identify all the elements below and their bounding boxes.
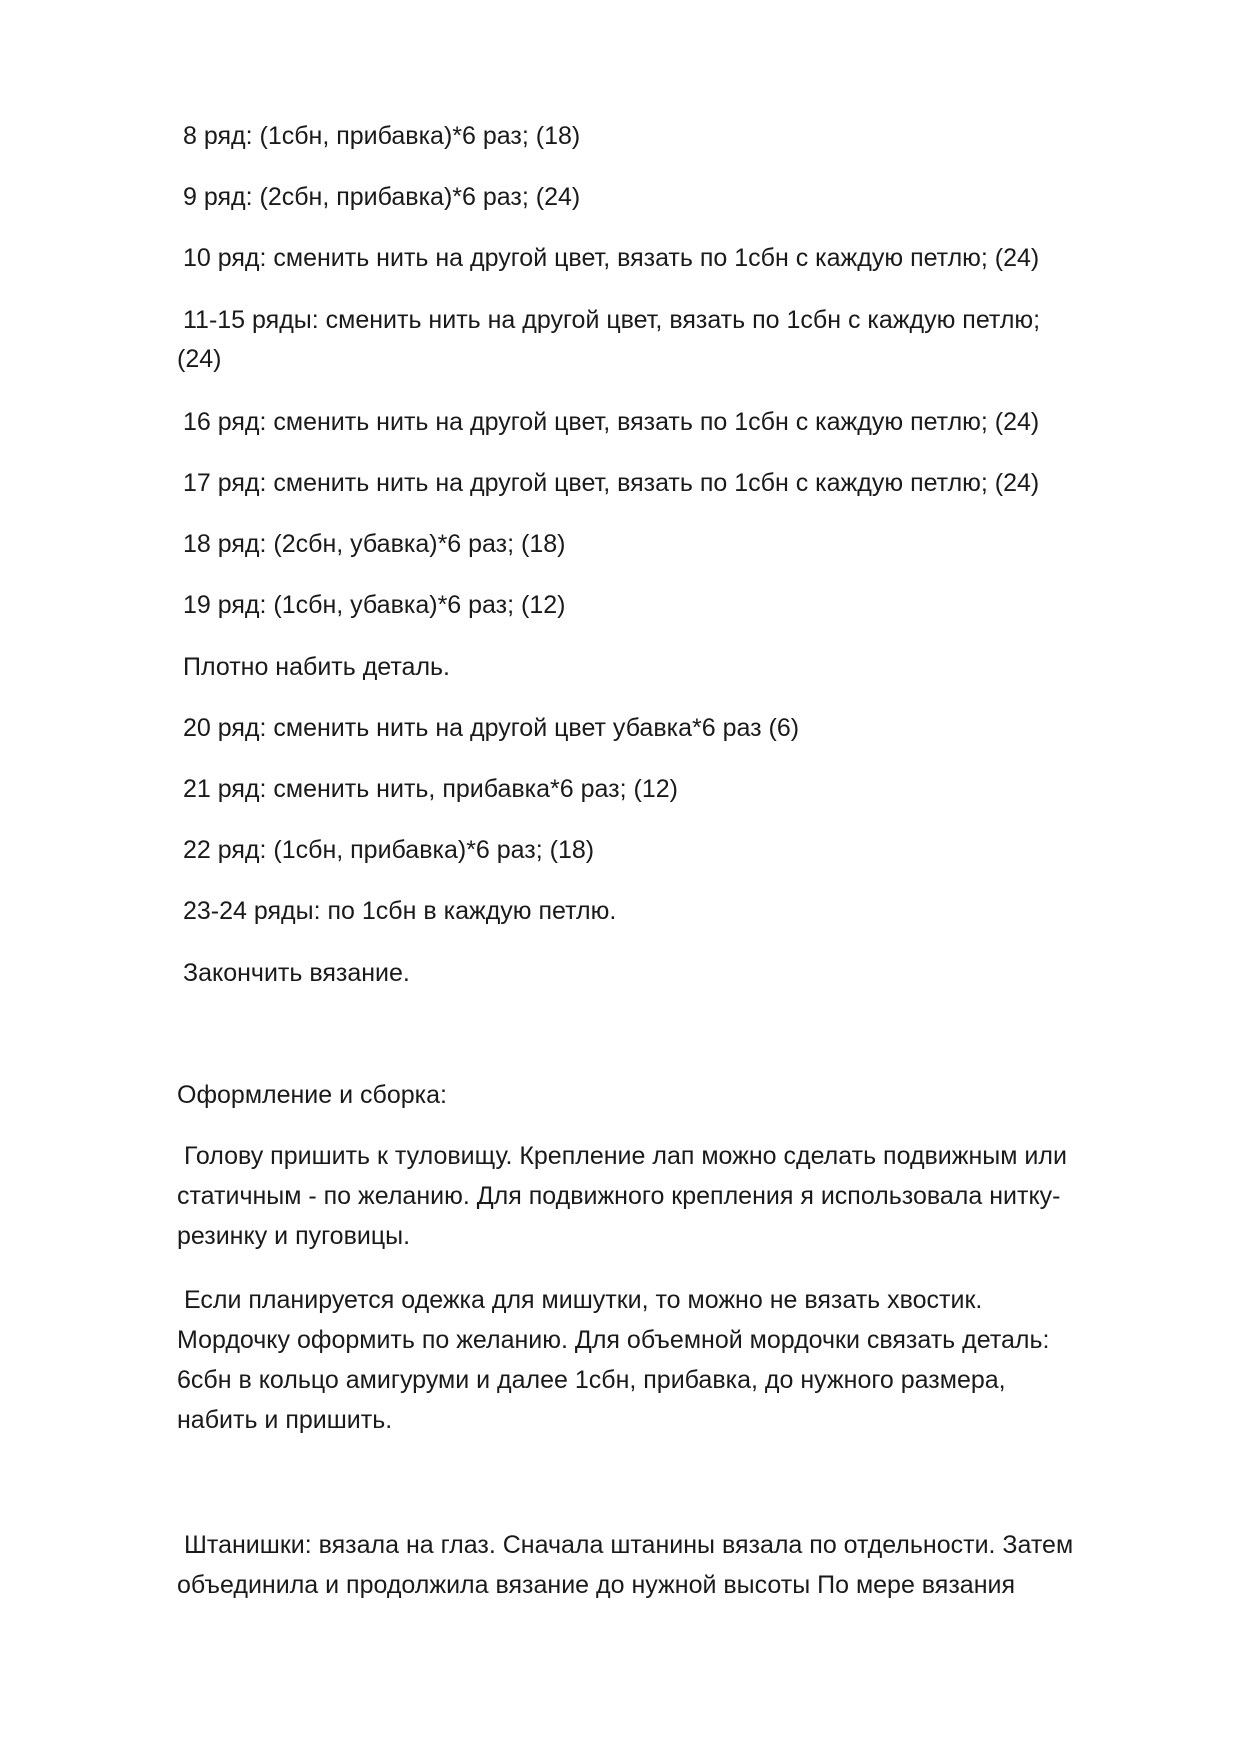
text-line: Штанишки: вязала на глаз. Сначала штанины вязала по отдельности. Затем bbox=[184, 1531, 1074, 1559]
text-line: 6сбн в кольцо амигуруми и далее 1сбн, прибавка, до нужного размера, bbox=[177, 1366, 1006, 1394]
assembly-paragraph-2 bbox=[177, 1280, 1157, 1440]
row-19: 19 ряд: (1сбн, убавка)*6 раз; (12) bbox=[183, 591, 566, 619]
text-line: резинку и пуговицы. bbox=[177, 1222, 411, 1250]
text-line: набить и пришить. bbox=[177, 1406, 393, 1434]
row-10: 10 ряд: сменить нить на другой цвет, вязать по 1сбн с каждую петлю; (24) bbox=[183, 244, 1040, 272]
finish-note: Закончить вязание. bbox=[183, 959, 410, 987]
row-17: 17 ряд: сменить нить на другой цвет, вязать по 1сбн с каждую петлю; (24) bbox=[183, 469, 1040, 497]
row-16: 16 ряд: сменить нить на другой цвет, вязать по 1сбн с каждую петлю; (24) bbox=[183, 408, 1040, 436]
row-21: 21 ряд: сменить нить, прибавка*6 раз; (12) bbox=[183, 775, 678, 803]
pants-paragraph bbox=[177, 1525, 1157, 1605]
text-line: объединила и продолжила вязание до нужной высоты По мере вязания bbox=[177, 1571, 1016, 1599]
assembly-paragraph-1 bbox=[177, 1136, 1157, 1256]
text-line: статичным - по желанию. Для подвижного крепления я использовала нитку- bbox=[177, 1182, 1061, 1210]
row-11-15: 11-15 ряды: сменить нить на другой цвет, вязать по 1сбн с каждую петлю; bbox=[183, 306, 1041, 334]
row-11-15-continuation: (24) bbox=[177, 345, 222, 373]
text-line: Мордочку оформить по желанию. Для объемной мордочки связать деталь: bbox=[177, 1326, 1050, 1354]
row-22: 22 ряд: (1сбн, прибавка)*6 раз; (18) bbox=[183, 836, 595, 864]
assembly-heading: Оформление и сборка: bbox=[177, 1081, 447, 1109]
text-line: Если планируется одежка для мишутки, то можно не вязать хвостик. bbox=[184, 1286, 983, 1314]
row-23-24: 23-24 ряды: по 1сбн в каждую петлю. bbox=[183, 897, 617, 925]
row-18: 18 ряд: (2сбн, убавка)*6 раз; (18) bbox=[183, 530, 566, 558]
row-20: 20 ряд: сменить нить на другой цвет убавка*6 раз (6) bbox=[183, 714, 800, 742]
row-9: 9 ряд: (2сбн, прибавка)*6 раз; (24) bbox=[183, 183, 581, 211]
text-line: Голову пришить к туловищу. Крепление лап можно сделать подвижным или bbox=[184, 1142, 1067, 1170]
stuff-note: Плотно набить деталь. bbox=[183, 653, 451, 681]
row-8: 8 ряд: (1сбн, прибавка)*6 раз; (18) bbox=[183, 122, 581, 150]
